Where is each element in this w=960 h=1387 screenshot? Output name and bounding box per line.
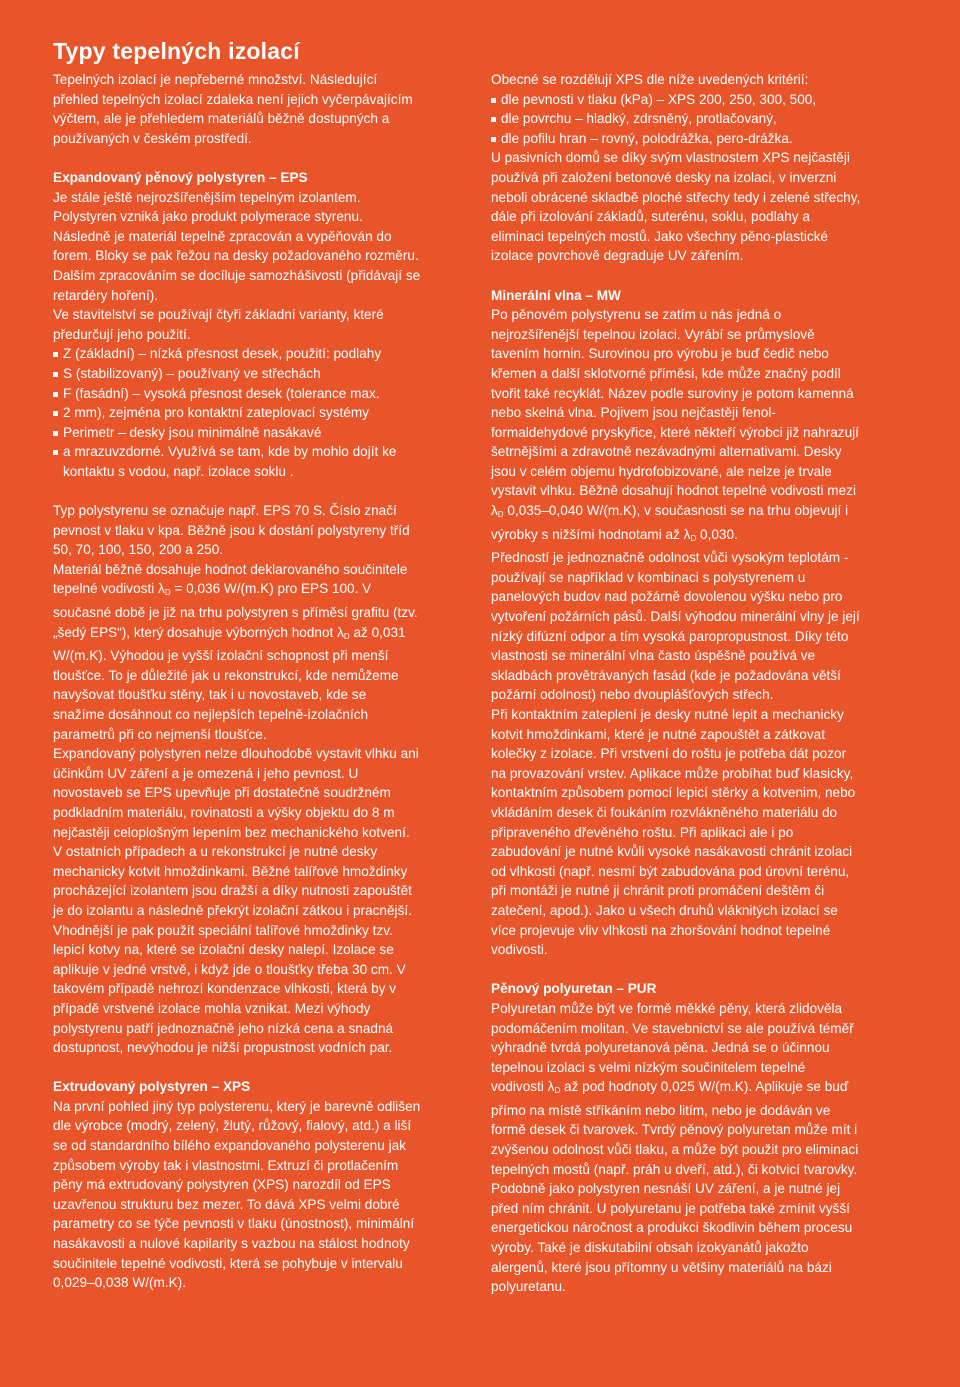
list-item-text: F (fasádní) – vysoká přesnost desek (tolerance max. [63, 385, 380, 401]
eps-paragraph-5: Expandovaný polystyren nelze dlouhodobě vystavit vlhku ani účinkům UV záření a je omezená i jeho pevnost. U novostaveb se EPS upevňuje při dostatečně soudržném podkladním materiálu, rovinatosti a výšky objektu do 8 m nejčastěji celoplošným lepením bez mechanického kotvení. V ostatních případech a u rekonstrukcí je nutné desky mechanicky kotvit hmoždinkami. Běžné talířové hmoždinky procházející izolantem jsou dražší a díky nutnosti zapouštět je do izolantu a následně překrýt izolační zátkou i pracnější. Vhodnější je pak použít speciální talířové hmoždinky tzv. lepicí kotvy na, které se izolační desky nalepí. Izolace se aplikuje v jedné vrstvě, i když jde o tloušťky třeba 30 cm. V takovém případě nehrozí kondenzace vlhkosti, která by v případě vrstvené izolace mohla vznikat. Mezi výhody polystyrenu patří jednoznačně jeho nízká cena a snadná dostupnost, nevýhodou je nižší propustnost vodních par. [53, 746, 419, 1056]
list-item-text: Perimetr – desky jsou minimálně nasákavé [63, 424, 322, 440]
page-title: Typy tepelných izolací [53, 38, 300, 64]
list-item-continuation [53, 442, 421, 481]
text-run: Po pěnovém polystyrenu se zatím u nás jedná o nejrozšířenější tepelnou izolaci. Vyrábí se průmyslově tavením hornin. Surovinou pro výrobu je buď čedič nebo křemen a další sklotvorné příměsi, kde může značný podíl tvořit také recyklát. Název podle suroviny je potom kamenná nebo skelná vlna. Pojivem jsou nejčastěji fenol-formaldehydové pryskyřice, které někteří výrobci již nahrazují šetrnějšími a zdravotně nezávadnými alternativami. Desky jsou v celém objemu hydrofobizované, ale nelze je trvale vystavit vlhku. Běžně dosahují hodnot tepelné vodivosti mezi λ [491, 307, 859, 519]
subscript: D [690, 533, 697, 543]
list-item [53, 423, 421, 443]
list-item: dle pofilu hran – rovný, polodrážka, pero-drážka. [491, 129, 861, 149]
list-item-text: a mrazuvzdorné. Využívá se tam, kde by mohlo dojít ke kontaktu s vodou, např. izolace soklu . [63, 444, 397, 479]
left-column [53, 70, 421, 1293]
text-run: Polyuretan může být ve formě měkké pěny, která zlidověla podomáčením molitan. Ve stavebnictví se ale používá téměř výhradně tvrdá polyuretanová pěna. Jedná se o účinnou tepelnou izolaci s velmi nízkým součinitelem tepelné vodivosti λ [491, 1000, 854, 1095]
subscript: D [554, 1086, 561, 1096]
subscript: D [343, 631, 350, 641]
xps-paragraph-2: U pasivních domů se díky svým vlastnostem XPS nejčastěji používá při založení betonové desky na izolaci, v inverzni neboli obrácené skladbě ploché střechy tedy i zelené střechy, dále při izolování základů, suterénu, soklu, podlahy a eliminaci tepelných mostů. Jako všechny pěno-plastické izolace povrchově degraduje UV zářením. [491, 150, 861, 264]
eps-paragraph-3: Typ polystyrenu se označuje např. EPS 70 S. Číslo značí pevnost v tlaku v kpa. Běžně jsou k dostání polystyreny tříd 50, 70, 100, 150, 200 a 250. [53, 503, 410, 558]
mw-paragraph-1 [491, 305, 861, 548]
eps-paragraph-4 [53, 560, 421, 744]
xps-intro: Obecné se rozdělují XPS dle níže uvedených kritérií: [491, 72, 809, 87]
text-run: Materiál běžně dosahuje hodnot deklarovaného součinitele tepelné vodivosti λ [53, 561, 408, 597]
list-item-continuation [53, 403, 421, 423]
text-run: = 0,036 W/(m.K) pro EPS 100. V současné době je již na trhu polystyren s příměsí grafitu (tzv. „šedý EPS“), který dosahuje výborných hodnot λ [53, 581, 418, 640]
intro-paragraph: Tepelných izolací je nepřeberné množství. Následující přehled tepelných izolací zdaleka není jejich vyčerpávajícím výčtem, ale je přehledem materiálů běžně dostupných a používaných v českém prostředí. [53, 72, 413, 146]
subscript: D [164, 588, 171, 598]
pur-paragraph-1 [491, 999, 861, 1297]
mw-paragraph-2: Předností je jednoznačně odolnost vůči vysokým teplotám - používají se například v kombinaci s polystyrenem u panelových budov nad požárně dovolenou výšku nebo pro vytvoření požárních pásů. Další výhodou minerální vlny je její nízký difúzní odpor a tím vysoká paropropustnost. Díky této vlastnosti se minerální vlna často úspěšně používá ve skladbách provětrávaných fasád (kde je požadována větší požární odolnost) nebo dvouplášťových střech. [491, 550, 860, 703]
list-item: dle pevnosti v tlaku (kPa) – XPS 200, 250, 300, 500, [491, 90, 861, 110]
text-run: 0,030. [696, 526, 738, 542]
mw-paragraph-3: Při kontaktním zateplení je desky nutné lepit a mechanicky kotvit hmoždinkami, které je nutné zapouštět a zátkovat kolečky z izolace. Při vrstvení do roštu je potřeba dát pozor na provazování vrstev. Aplikace může probíhat buď klasicky, kontaktním způsobem pomocí lepicí stěrky a kotvenim, nebo vkládáním desek či foukáním rozvlákněného materiálu do připraveného dřevěného roštu. Při aplikaci ale i po zabudování je nutné kvůli vysoké nasákavosti chránit izolaci od vlhkosti (např. nesmí být zabudována pod úrovní terénu, při montáži je nutné ji chránit proti promáčení deštěm či zatečení, apod.). Jako u všech druhů vláknitých izolací se více projevuje vliv vlhkosti na zhoršování hodnot tepelné vodivosti. [491, 707, 856, 958]
eps-paragraph-2: Ve stavitelství se používají čtyři základní varianty, které předurčují jeho použití. [53, 307, 384, 342]
eps-variant-list [53, 344, 421, 481]
xps-paragraph-1: Na první pohled jiný typ polysterenu, který je barevně odlišen dle výrobce (modrý, zelený, žlutý, růžový, fialový, atd.) a liší se od standardního bílého expandovaného polysterenu jak způsobem výroby tak i vlastnostmi. Extruzí či protlačením pěny má extrudovaný polystyren (XPS) narozdíl od EPS uzavřenou strukturu bez mezer. To dává XPS velmi dobré parametry co se týče pevnosti v tlaku (únostnost), minimální nasákavosti a nulové kapilarity s vazbou na stálost hodnoty součinitele tepelné vodivosti, která se pohybuje v intervalu 0,029–0,038 W/(m.K). [53, 1098, 421, 1291]
list-item: Z (základní) – nízká přesnost desek, použití: podlahy [53, 344, 421, 364]
eps-heading: Expandovaný pěnový polystyren – EPS [53, 169, 308, 185]
text-run: až pod hodnoty 0,025 W/(m.K). Aplikuje se buď přímo na místě stříkáním nebo litím, nebo je dodáván ve formě desek či tvarovek. Tvrdý pěnový polyuretan může mít i zvýšenou odolnost vůči tlaku, a může být použit pro eliminaci tepelných mostů (např. práh u dveří, atd.), či kotvicí tvarovky. Podobně jako polystyren nesnáší UV záření, a je nutné jej před ním chránit. U polyuretanu je potřeba také zmínit vyšší energetickou náročnost a produkci škodlivin během procesu výroby. Také je diskutabilní obsah izokyanátů jakožto alergenů, které jsou přítomny u většiny materiálů na bázi polyuretanu. [491, 1079, 859, 1295]
pur-heading: Pěnový polyuretan – PUR [491, 981, 657, 997]
subscript: D [497, 510, 504, 520]
list-item-text: 2 mm), zejména pro kontaktní zateplovací systémy [63, 405, 369, 421]
text-run: až 0,031 W/(m.K). Výhodou je vyšší izolační schopnost při menší tloušťce. To je důležité jak u rekonstrukcí, kde nemůžeme navyšovat tloušťku stěny, tak i u novostaveb, kde se snažíme dosáhnout co nejlepších tepelně-izolačních parametrů při co nejmenší tloušťce. [53, 624, 406, 742]
text-run: 0,035–0,040 W/(m.K), v současnosti se na trhu objevují i výrobky s nižšími hodnotami až λ [491, 503, 849, 542]
list-item: S (stabilizovaný) – používaný ve střechách [53, 364, 421, 384]
mw-heading: Minerální vlna – MW [491, 287, 621, 303]
right-column [491, 70, 861, 1297]
xps-heading: Extrudovaný polystyren – XPS [53, 1079, 251, 1095]
list-item [53, 384, 421, 404]
list-item: dle povrchu – hladký, zdrsněný, protlačovaný, [491, 109, 861, 129]
eps-paragraph-1: Je stále ještě nejrozšířenějším tepelným izolantem. Polystyren vzniká jako produkt polymerace styrenu. Následně je materiál tepelně zpracován a vypěňován do forem. Bloky se pak řežou na desky požadovaného rozměru. Dalším zpracováním se docíluje samozhášivosti (přidávají se retardéry hoření). [53, 189, 421, 303]
xps-criteria-list [491, 90, 861, 149]
